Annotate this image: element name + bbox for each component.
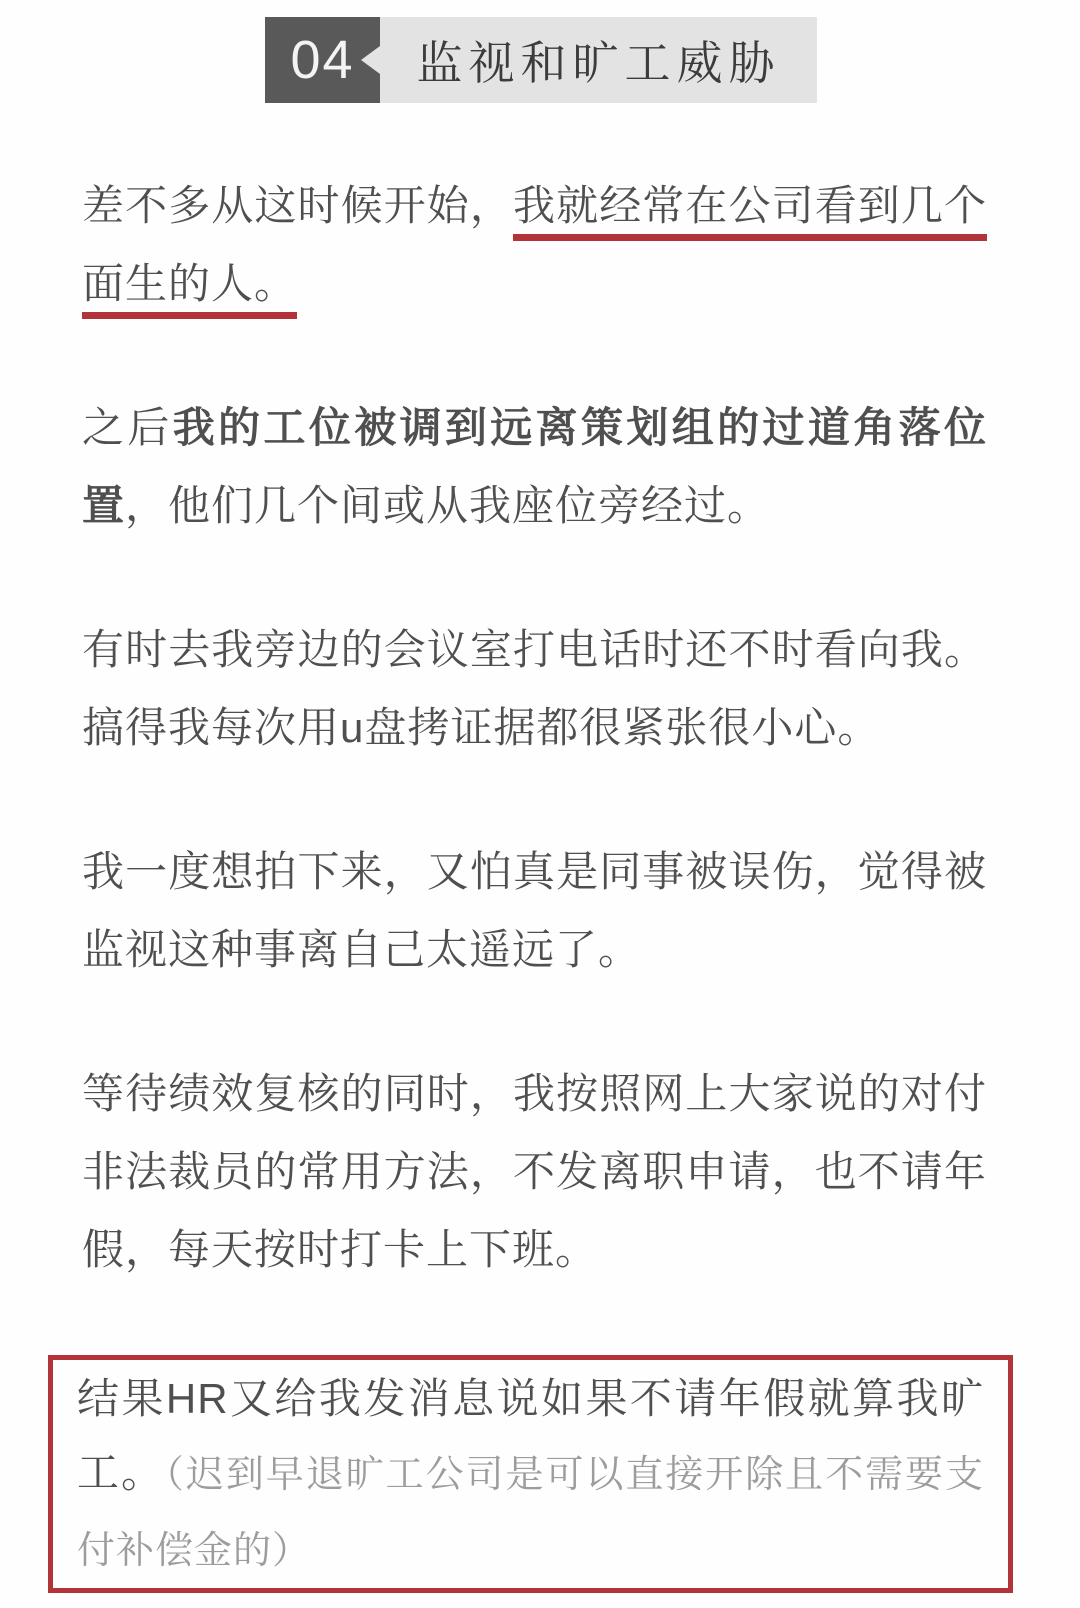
- paragraph: [82, 833, 987, 989]
- text-segment: 我一度想拍下来，又怕真是同事被误伤，觉得被监视这种事离自己太遥远了。: [82, 848, 987, 973]
- text-segment: 之后: [82, 404, 173, 451]
- tag-notch-icon: [361, 46, 380, 74]
- text-segment: 有时去我旁边的会议室打电话时还不时看向我。搞得我每次用u盘拷证据都很紧张很小心。: [82, 626, 987, 751]
- text-segment: 结果HR又给我发消息说如果不请年假就算我旷工。: [77, 1375, 984, 1496]
- highlight-box: [48, 1355, 1013, 1593]
- section-title: 监视和旷工威胁: [380, 17, 817, 103]
- note-text: （迟到早退旷工公司是可以直接开除且不需要支付补偿金的）: [77, 1454, 984, 1572]
- paragraph: [82, 1055, 987, 1289]
- paragraph-list: [82, 167, 987, 1289]
- text-segment: 差不多从这时候开始，: [82, 182, 513, 229]
- section-number-badge: [265, 17, 380, 103]
- paragraph: [82, 389, 987, 545]
- section-number: 04: [290, 30, 355, 90]
- paragraph: [82, 611, 987, 767]
- article-page: [0, 17, 1080, 1608]
- paragraph: [82, 167, 987, 323]
- bold-text: 我的工位被调到远离策划组的过道角落位置: [82, 404, 987, 529]
- section-header: [265, 17, 1080, 103]
- article-body: [0, 103, 1080, 1593]
- text-segment: ，他们几个间或从我座位旁经过。: [125, 482, 771, 529]
- text-segment: 等待绩效复核的同时，我按照网上大家说的对付非法裁员的常用方法，不发离职申请，也不请年假，每天按时打卡上下班。: [82, 1070, 987, 1273]
- red-underlined-text: 我就经常在公司看到几个面生的人。: [82, 182, 987, 319]
